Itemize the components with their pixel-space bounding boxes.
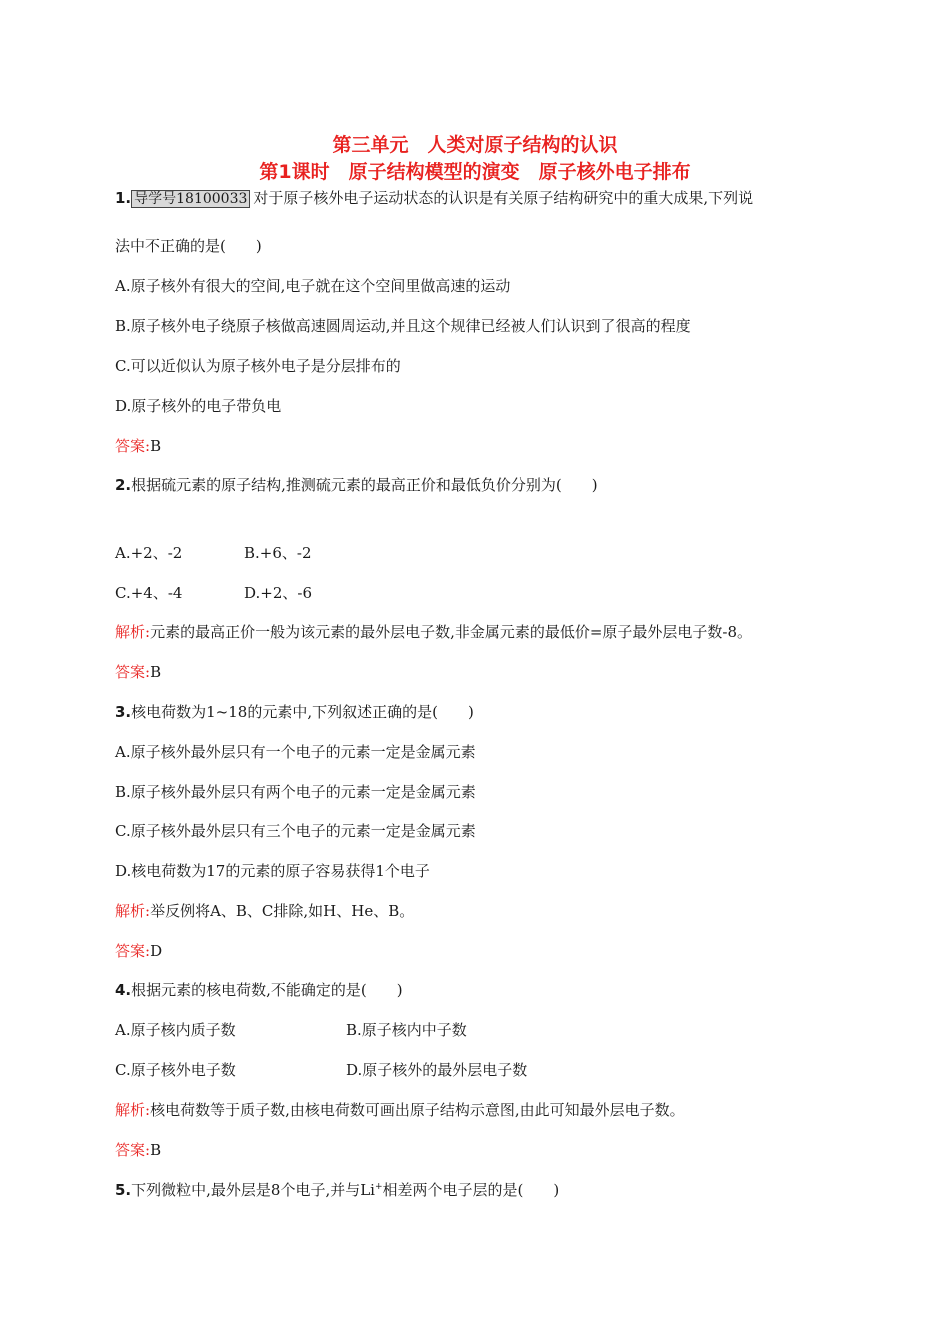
answer: [115, 1140, 161, 1160]
options-row-2: [115, 583, 312, 603]
option-c: C.原子核外最外层只有三个电子的元素一定是金属元素: [115, 822, 476, 840]
option-a: A.+2、-2: [115, 544, 183, 562]
question-number: 5.: [115, 1181, 132, 1199]
unit-title: 第三单元 人类对原子结构的认识: [332, 134, 618, 156]
question-number: 4.: [115, 981, 132, 999]
option-b: B.原子核内中子数: [346, 1021, 467, 1039]
answer-label: 答案:: [115, 663, 151, 681]
option-b: B.原子核外电子绕原子核做高速圆周运动,并且这个规律已经被人们认识到了很高的程度: [115, 317, 691, 335]
question-2: [115, 475, 598, 495]
analysis-text: 举反例将A、B、C排除,如H、He、B。: [150, 902, 415, 920]
analysis-label: 解析:: [115, 902, 151, 920]
question-5: [115, 1180, 559, 1200]
question-stem: 下列微粒中,最外层是8个电子,并与Li: [131, 1181, 375, 1199]
guide-number-tag[interactable]: 导学号18100033: [131, 190, 250, 208]
question-1: [115, 188, 753, 209]
analysis: [115, 1100, 685, 1120]
option-d: D.原子核外的电子带负电: [115, 397, 282, 415]
question-stem-continued: 法中不正确的是( ): [115, 237, 262, 255]
question-stem-end: 相差两个电子层的是( ): [382, 1181, 560, 1199]
analysis: [115, 901, 414, 921]
question-stem: 根据硫元素的原子结构,推测硫元素的最高正价和最低负价分别为( ): [131, 476, 598, 494]
analysis-text: 元素的最高正价一般为该元素的最外层电子数,非金属元素的最低价=原子最外层电子数-8。: [150, 623, 753, 641]
option-c: C.可以近似认为原子核外电子是分层排布的: [115, 357, 401, 375]
answer-label: 答案:: [115, 1141, 151, 1159]
question-stem: 根据元素的核电荷数,不能确定的是( ): [131, 981, 403, 999]
superscript-plus: +: [374, 1182, 383, 1192]
lesson-title: 第1课时 原子结构模型的演变 原子核外电子排布: [259, 161, 691, 183]
option-d: D.+2、-6: [244, 584, 312, 602]
question-stem: 对于原子核外电子运动状态的认识是有关原子结构研究中的重大成果,下列说: [253, 189, 754, 207]
answer-value: B: [150, 437, 162, 455]
option-d: D.核电荷数为17的元素的原子容易获得1个电子: [115, 862, 430, 880]
question-stem: 核电荷数为1~18的元素中,下列叙述正确的是( ): [131, 703, 474, 721]
option-a: A.原子核内质子数: [115, 1021, 236, 1039]
option-d: D.原子核外的最外层电子数: [346, 1061, 528, 1079]
answer: [115, 662, 161, 682]
answer-value: D: [150, 942, 163, 960]
question-number: 1.: [115, 189, 132, 207]
question-number: 3.: [115, 703, 132, 721]
options-row-2: [115, 1060, 527, 1080]
question-3: [115, 702, 474, 722]
analysis-label: 解析:: [115, 1101, 151, 1119]
answer: [115, 941, 162, 961]
analysis: [115, 622, 752, 642]
answer-label: 答案:: [115, 942, 151, 960]
option-c: C.原子核外电子数: [115, 1061, 236, 1079]
analysis-label: 解析:: [115, 623, 151, 641]
option-a: A.原子核外最外层只有一个电子的元素一定是金属元素: [115, 743, 476, 761]
option-c: C.+4、-4: [115, 584, 183, 602]
answer: [115, 436, 161, 456]
answer-label: 答案:: [115, 437, 151, 455]
answer-value: B: [150, 663, 162, 681]
question-4: [115, 980, 403, 1000]
question-number: 2.: [115, 476, 132, 494]
analysis-text: 核电荷数等于质子数,由核电荷数可画出原子结构示意图,由此可知最外层电子数。: [150, 1101, 685, 1119]
answer-value: B: [150, 1141, 162, 1159]
options-row-1: [115, 1020, 467, 1040]
option-b: B.原子核外最外层只有两个电子的元素一定是金属元素: [115, 783, 476, 801]
options-row-1: [115, 543, 312, 563]
option-b: B.+6、-2: [244, 544, 312, 562]
option-a: A.原子核外有很大的空间,电子就在这个空间里做高速的运动: [115, 277, 511, 295]
